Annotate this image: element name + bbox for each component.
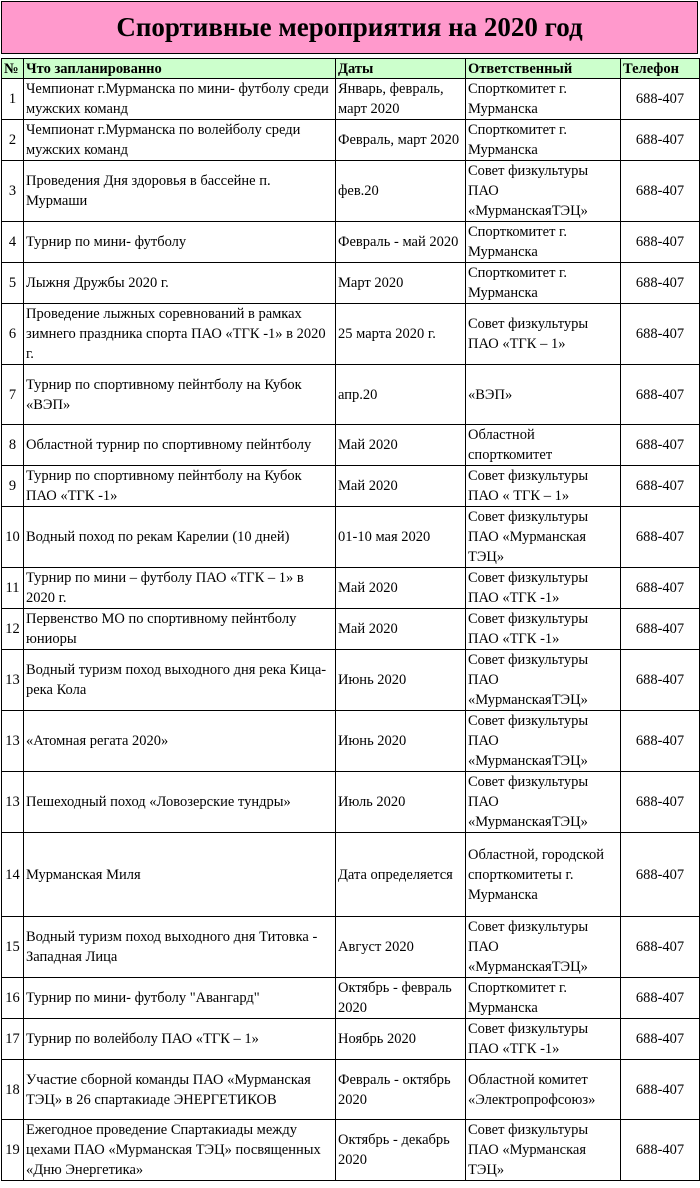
table-row xyxy=(2,650,700,711)
cell-num: 7 xyxy=(2,365,24,425)
table-row xyxy=(2,304,700,365)
table-row xyxy=(2,79,700,120)
cell-responsible: Совет физкультуры ПАО «ТГК -1» xyxy=(466,609,621,650)
cell-phone: 688-407 xyxy=(621,978,700,1019)
cell-num: 8 xyxy=(2,425,24,466)
table-row xyxy=(2,978,700,1019)
cell-num: 16 xyxy=(2,978,24,1019)
cell-responsible: Областной спорткомитет xyxy=(466,425,621,466)
cell-responsible: Спорткомитет г. Мурманска xyxy=(466,263,621,304)
cell-phone: 688-407 xyxy=(621,507,700,568)
cell-responsible: Совет физкультуры ПАО «МурманскаяТЭЦ» xyxy=(466,650,621,711)
cell-event: Чемпионат г.Мурманска по мини- футболу среди мужских команд xyxy=(24,79,336,120)
table-body xyxy=(2,79,700,1181)
cell-num: 13 xyxy=(2,772,24,833)
cell-responsible: Спорткомитет г. Мурманска xyxy=(466,120,621,161)
cell-event: Турнир по спортивному пейнтболу на Кубок «ВЭП» xyxy=(24,365,336,425)
cell-num: 17 xyxy=(2,1019,24,1060)
cell-num: 12 xyxy=(2,609,24,650)
cell-responsible: «ВЭП» xyxy=(466,365,621,425)
table-header xyxy=(2,59,700,79)
cell-event: Турнир по мини- футболу xyxy=(24,222,336,263)
title-banner xyxy=(1,1,698,54)
cell-phone: 688-407 xyxy=(621,917,700,978)
cell-num: 10 xyxy=(2,507,24,568)
cell-phone: 688-407 xyxy=(621,609,700,650)
cell-event: Турнир по волейболу ПАО «ТГК – 1» xyxy=(24,1019,336,1060)
table-row xyxy=(2,466,700,507)
cell-num: 6 xyxy=(2,304,24,365)
header-responsible: Ответственный xyxy=(466,59,621,79)
cell-responsible: Спорткомитет г. Мурманска xyxy=(466,978,621,1019)
cell-dates: Август 2020 xyxy=(336,917,466,978)
cell-event: Первенство МО по спортивному пейнтболу юниоры xyxy=(24,609,336,650)
cell-phone: 688-407 xyxy=(621,120,700,161)
table-row xyxy=(2,609,700,650)
cell-event: Водный поход по рекам Карелии (10 дней) xyxy=(24,507,336,568)
cell-phone: 688-407 xyxy=(621,425,700,466)
cell-dates: Октябрь - февраль 2020 xyxy=(336,978,466,1019)
events-table xyxy=(1,58,700,1181)
cell-dates: Июнь 2020 xyxy=(336,711,466,772)
cell-num: 1 xyxy=(2,79,24,120)
cell-num: 14 xyxy=(2,833,24,917)
cell-phone: 688-407 xyxy=(621,304,700,365)
cell-event: Водный туризм поход выходного дня Титовка - Западная Лица xyxy=(24,917,336,978)
cell-dates: Май 2020 xyxy=(336,425,466,466)
cell-event: Чемпионат г.Мурманска по волейболу среди мужских команд xyxy=(24,120,336,161)
table-row xyxy=(2,917,700,978)
cell-responsible: Совет физкультуры ПАО «МурманскаяТЭЦ» xyxy=(466,161,621,222)
page-title: Спортивные мероприятия на 2020 год xyxy=(116,12,583,42)
header-num: № xyxy=(2,59,24,79)
cell-event: Турнир по мини- футболу "Авангард" xyxy=(24,978,336,1019)
header-what: Что запланированно xyxy=(24,59,336,79)
table-row xyxy=(2,263,700,304)
cell-event: Лыжня Дружбы 2020 г. xyxy=(24,263,336,304)
cell-event: Областной турнир по спортивному пейнтболу xyxy=(24,425,336,466)
table-row xyxy=(2,772,700,833)
cell-phone: 688-407 xyxy=(621,263,700,304)
table-row xyxy=(2,1019,700,1060)
table-row xyxy=(2,568,700,609)
cell-responsible: Совет физкультуры ПАО «ТГК -1» xyxy=(466,568,621,609)
cell-dates: Февраль - октябрь 2020 xyxy=(336,1060,466,1120)
cell-responsible: Совет физкультуры ПАО «Мурманская ТЭЦ» xyxy=(466,507,621,568)
cell-phone: 688-407 xyxy=(621,1019,700,1060)
cell-responsible: Совет физкультуры ПАО « ТГК – 1» xyxy=(466,466,621,507)
cell-dates: 01-10 мая 2020 xyxy=(336,507,466,568)
cell-event: Проведения Дня здоровья в бассейне п. Мурмаши xyxy=(24,161,336,222)
cell-phone: 688-407 xyxy=(621,466,700,507)
cell-phone: 688-407 xyxy=(621,365,700,425)
cell-event: Турнир по спортивному пейнтболу на Кубок ПАО «ТГК -1» xyxy=(24,466,336,507)
cell-dates: Май 2020 xyxy=(336,466,466,507)
cell-dates: Март 2020 xyxy=(336,263,466,304)
cell-num: 13 xyxy=(2,711,24,772)
table-row xyxy=(2,161,700,222)
cell-responsible: Совет физкультуры ПАО «МурманскаяТЭЦ» xyxy=(466,917,621,978)
cell-phone: 688-407 xyxy=(621,711,700,772)
cell-phone: 688-407 xyxy=(621,161,700,222)
cell-phone: 688-407 xyxy=(621,1060,700,1120)
cell-dates: фев.20 xyxy=(336,161,466,222)
table-row xyxy=(2,833,700,917)
cell-event: Ежегодное проведение Спартакиады между цехами ПАО «Мурманская ТЭЦ» посвященных «Дню Энергетика» xyxy=(24,1120,336,1181)
cell-dates: Февраль, март 2020 xyxy=(336,120,466,161)
cell-responsible: Совет физкультуры ПАО «ТГК -1» xyxy=(466,1019,621,1060)
table-row xyxy=(2,365,700,425)
cell-responsible: Совет физкультуры ПАО «Мурманская ТЭЦ» xyxy=(466,1120,621,1181)
cell-event: Мурманская Миля xyxy=(24,833,336,917)
cell-dates: Июнь 2020 xyxy=(336,650,466,711)
cell-num: 5 xyxy=(2,263,24,304)
cell-num: 4 xyxy=(2,222,24,263)
cell-event: Пешеходный поход «Ловозерские тундры» xyxy=(24,772,336,833)
cell-dates: Май 2020 xyxy=(336,609,466,650)
cell-num: 15 xyxy=(2,917,24,978)
cell-event: Проведение лыжных соревнований в рамках зимнего праздника спорта ПАО «ТГК -1» в 2020 г. xyxy=(24,304,336,365)
cell-phone: 688-407 xyxy=(621,222,700,263)
cell-num: 13 xyxy=(2,650,24,711)
cell-num: 18 xyxy=(2,1060,24,1120)
table-row xyxy=(2,1060,700,1120)
cell-num: 9 xyxy=(2,466,24,507)
cell-responsible: Областной, городской спорткомитеты г. Мурманска xyxy=(466,833,621,917)
cell-num: 2 xyxy=(2,120,24,161)
cell-num: 11 xyxy=(2,568,24,609)
cell-dates: Январь, февраль, март 2020 xyxy=(336,79,466,120)
table-row xyxy=(2,711,700,772)
cell-phone: 688-407 xyxy=(621,833,700,917)
cell-event: Турнир по мини – футболу ПАО «ТГК – 1» в 2020 г. xyxy=(24,568,336,609)
cell-responsible: Совет физкультуры ПАО «ТГК – 1» xyxy=(466,304,621,365)
cell-dates: Июль 2020 xyxy=(336,772,466,833)
table-row xyxy=(2,222,700,263)
cell-phone: 688-407 xyxy=(621,568,700,609)
cell-phone: 688-407 xyxy=(621,650,700,711)
cell-phone: 688-407 xyxy=(621,772,700,833)
cell-dates: апр.20 xyxy=(336,365,466,425)
cell-dates: Октябрь - декабрь 2020 xyxy=(336,1120,466,1181)
table-row xyxy=(2,1120,700,1181)
cell-phone: 688-407 xyxy=(621,79,700,120)
cell-event: Водный туризм поход выходного дня река Кица- река Кола xyxy=(24,650,336,711)
header-dates: Даты xyxy=(336,59,466,79)
cell-responsible: Областной комитет «Электропрофсоюз» xyxy=(466,1060,621,1120)
table-row xyxy=(2,425,700,466)
table-row xyxy=(2,507,700,568)
header-phone: Телефон xyxy=(621,59,700,79)
cell-dates: Дата определяется xyxy=(336,833,466,917)
cell-num: 19 xyxy=(2,1120,24,1181)
cell-responsible: Совет физкультуры ПАО «МурманскаяТЭЦ» xyxy=(466,772,621,833)
cell-phone: 688-407 xyxy=(621,1120,700,1181)
cell-dates: Май 2020 xyxy=(336,568,466,609)
table-row xyxy=(2,120,700,161)
cell-responsible: Спорткомитет г. Мурманска xyxy=(466,222,621,263)
cell-event: Участие сборной команды ПАО «Мурманская ТЭЦ» в 26 спартакиаде ЭНЕРГЕТИКОВ xyxy=(24,1060,336,1120)
cell-responsible: Совет физкультуры ПАО «МурманскаяТЭЦ» xyxy=(466,711,621,772)
cell-num: 3 xyxy=(2,161,24,222)
cell-event: «Атомная регата 2020» xyxy=(24,711,336,772)
cell-dates: Ноябрь 2020 xyxy=(336,1019,466,1060)
cell-dates: Февраль - май 2020 xyxy=(336,222,466,263)
cell-responsible: Спорткомитет г. Мурманска xyxy=(466,79,621,120)
cell-dates: 25 марта 2020 г. xyxy=(336,304,466,365)
